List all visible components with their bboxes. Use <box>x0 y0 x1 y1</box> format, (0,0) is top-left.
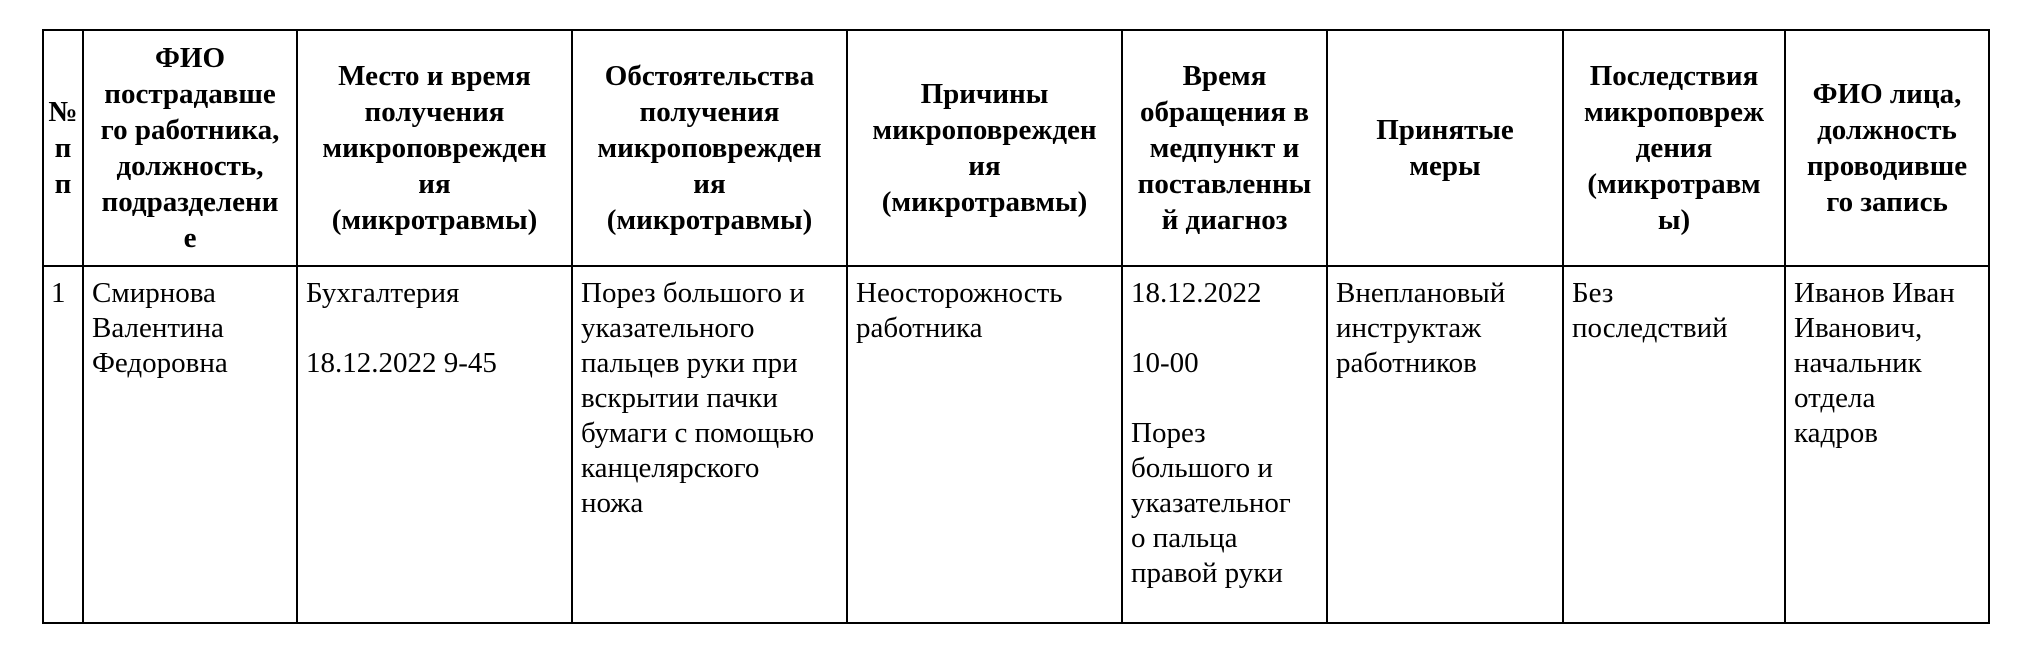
microtrauma-journal-table <box>42 29 1990 624</box>
cell-measures: Внеплановый инструктаж работников <box>1327 266 1563 623</box>
header-recorder: ФИО лица, должность проводивше го запись <box>1785 30 1989 266</box>
header-circumstances: Обстоятельства получения микроповрежден ия (микротравмы) <box>572 30 847 266</box>
header-place-time: Место и время получения микроповрежден ия (микротравмы) <box>297 30 572 266</box>
header-consequences: Последствия микроповреж дения (микротравм ы) <box>1563 30 1785 266</box>
header-causes: Причины микроповрежден ия (микротравмы) <box>847 30 1122 266</box>
cell-place-time: Бухгалтерия 18.12.2022 9-45 <box>297 266 572 623</box>
cell-medpoint-diagnosis: 18.12.2022 10-00 Порез большого и указательног о пальца правой руки <box>1122 266 1327 623</box>
cell-causes: Неосторожность работника <box>847 266 1122 623</box>
header-number: № п п <box>43 30 83 266</box>
cell-victim: Смирнова Валентина Федоровна <box>83 266 297 623</box>
cell-circumstances: Порез большого и указательного пальцев руки при вскрытии пачки бумаги с помощью канцелярского ножа <box>572 266 847 623</box>
cell-number: 1 <box>43 266 83 623</box>
header-measures: Принятые меры <box>1327 30 1563 266</box>
header-medpoint-diagnosis: Время обращения в медпункт и поставленны й диагноз <box>1122 30 1327 266</box>
cell-consequences: Без последствий <box>1563 266 1785 623</box>
header-victim: ФИО пострадавше го работника, должность, подразделени е <box>83 30 297 266</box>
cell-recorder: Иванов Иван Иванович, начальник отдела кадров <box>1785 266 1989 623</box>
header-row <box>43 30 1989 266</box>
table-row <box>43 266 1989 623</box>
